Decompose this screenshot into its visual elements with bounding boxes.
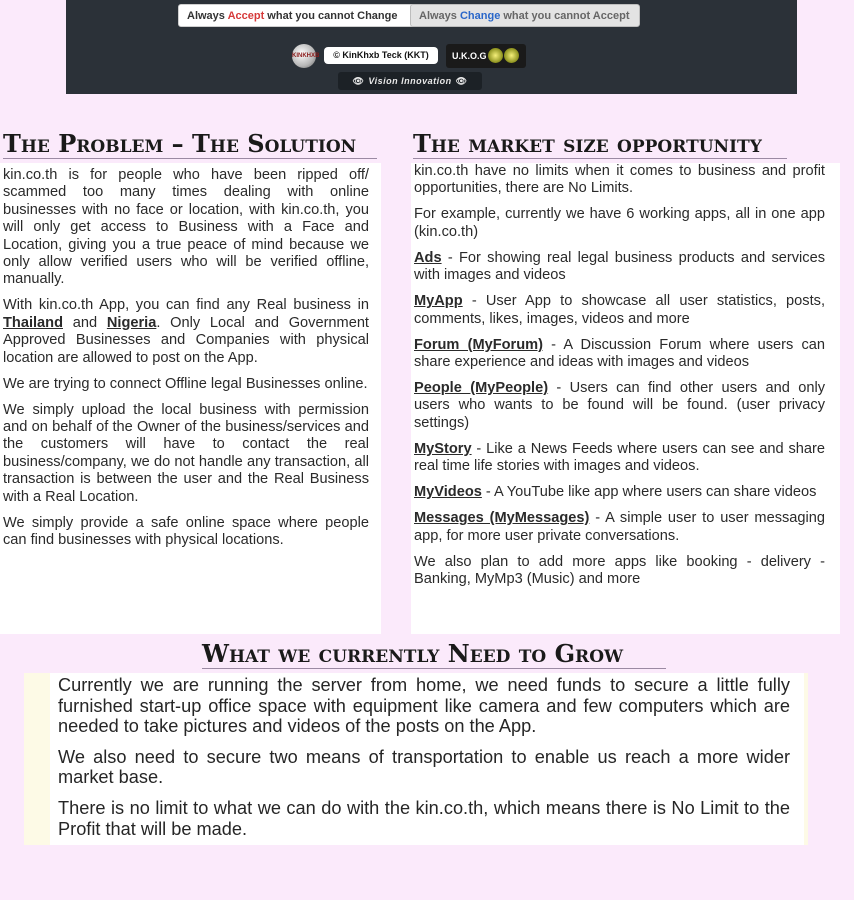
text-span: . Only Local and Government Approved Businesses and Companies with physical location are allowed to post on the App. <box>3 314 369 366</box>
motto-1-accent: Accept <box>227 10 265 22</box>
grow-content <box>50 673 804 845</box>
problem-paragraph <box>3 297 369 367</box>
vision-innovation-badge[interactable] <box>338 72 482 90</box>
app-desc: - A Discussion Forum where users can share experience and ideas with images and videos <box>414 336 825 371</box>
motto-2-post: what you cannot Accept <box>500 10 630 22</box>
logo-text: KINKHXB <box>292 53 320 59</box>
market-panel <box>411 163 840 634</box>
ukog-label: U.K.O.G <box>452 51 487 61</box>
market-plan: We also plan to add more apps like booking - delivery - Banking, MyMp3 (Music) and more <box>414 553 825 588</box>
grow-heading: What we currently Need to Grow <box>202 640 666 669</box>
app-item-people <box>414 380 825 432</box>
app-item-mystory <box>414 441 825 476</box>
app-item-messages <box>414 510 825 545</box>
thailand-link[interactable]: Thailand <box>3 314 63 331</box>
ukog-logo-icon <box>488 48 503 63</box>
market-intro: kin.co.th have no limits when it comes to business and profit opportunities, there are No Limits. <box>414 163 825 197</box>
problem-paragraph: We simply provide a safe online space where people can find businesses with physical locations. <box>3 514 369 549</box>
app-item-forum <box>414 337 825 372</box>
text-span: and <box>63 314 107 331</box>
header-banner <box>66 0 797 94</box>
kinkhxb-logo[interactable] <box>292 44 320 68</box>
app-name-link[interactable]: Forum (MyForum) <box>414 336 543 353</box>
ukog-emblem-icon <box>504 48 519 63</box>
app-name-link[interactable]: People (MyPeople) <box>414 380 549 397</box>
brand-label[interactable]: © KinKhxb Teck (KKT) <box>324 47 438 64</box>
motto-change-button[interactable] <box>410 4 640 27</box>
problem-panel <box>0 163 381 634</box>
app-desc: - A simple user to user messaging app, for more user private conversations. <box>414 510 826 544</box>
text-span: With kin.co.th App, you can find any Real business in <box>3 297 369 314</box>
eye-icon: 👁 <box>352 76 365 86</box>
vision-label: Vision Innovation <box>368 76 452 86</box>
market-example: For example, currently we have 6 working apps, all in one app (kin.co.th) <box>414 206 825 240</box>
problem-paragraph: kin.co.th is for people who have been ripped off/ scammed too many times dealing with online businesses with no face or location, with kin.co.th, you will only get access to Business with a Face and Location, giving you a true peace of mind because we only allow verified users who will be verified offline, manually. <box>3 167 369 288</box>
grow-panel <box>24 673 808 845</box>
eye-icon: 👁 <box>455 76 468 86</box>
app-name-link[interactable]: Messages (MyMessages) <box>414 510 590 527</box>
motto-1-post: what you cannot Change <box>264 10 398 22</box>
app-desc: - Like a News Feeds where users can see and share real time life stories with images and videos. <box>414 440 825 475</box>
grow-paragraph: Currently we are running the server from home, we need funds to secure a little fully furnished start-up office space with equipment like camera and few computers which are needed to take pictures and videos of the posts on the App. <box>58 675 790 737</box>
app-desc: - Users can find other users and only users who wants to be found will be found. (user privacy settings) <box>414 380 826 431</box>
ukog-badge[interactable] <box>446 44 526 68</box>
problem-heading: The Problem – The Solution <box>3 130 377 159</box>
app-desc: - A YouTube like app where users can share videos <box>481 484 817 501</box>
problem-paragraph: We simply upload the local business with permission and on behalf of the Owner of the business/services and the customers will have to contact the real business/company, we do not handle any transaction, all transaction is between the user and the Real Business with a Real Location. <box>3 401 369 505</box>
app-desc: - User App to showcase all user statistics, posts, comments, likes, images, videos and more <box>414 293 825 327</box>
app-item-myvideos <box>414 484 825 501</box>
app-item-myapp <box>414 293 825 328</box>
app-desc: - For showing real legal business products and services with images and videos <box>414 249 825 284</box>
app-item-ads <box>414 250 825 285</box>
app-name-link[interactable]: MyApp <box>414 293 463 310</box>
motto-2-pre: Always <box>419 10 460 22</box>
motto-2-accent: Change <box>459 10 501 22</box>
nigeria-link[interactable]: Nigeria <box>106 314 157 331</box>
motto-1-pre: Always <box>187 10 228 22</box>
motto-row <box>66 4 797 28</box>
app-name-link[interactable]: MyStory <box>414 440 472 457</box>
market-heading: The market size opportunity <box>413 130 787 159</box>
app-name-link[interactable]: MyVideos <box>414 484 482 501</box>
grow-paragraph: We also need to secure two means of transportation to enable us reach a more wider market base. <box>58 746 790 788</box>
grow-paragraph: There is no limit to what we can do with the kin.co.th, which means there is No Limit to the Profit that will be made. <box>58 797 790 839</box>
app-name-link[interactable]: Ads <box>414 249 442 266</box>
problem-paragraph: We are trying to connect Offline legal Businesses online. <box>3 375 368 392</box>
